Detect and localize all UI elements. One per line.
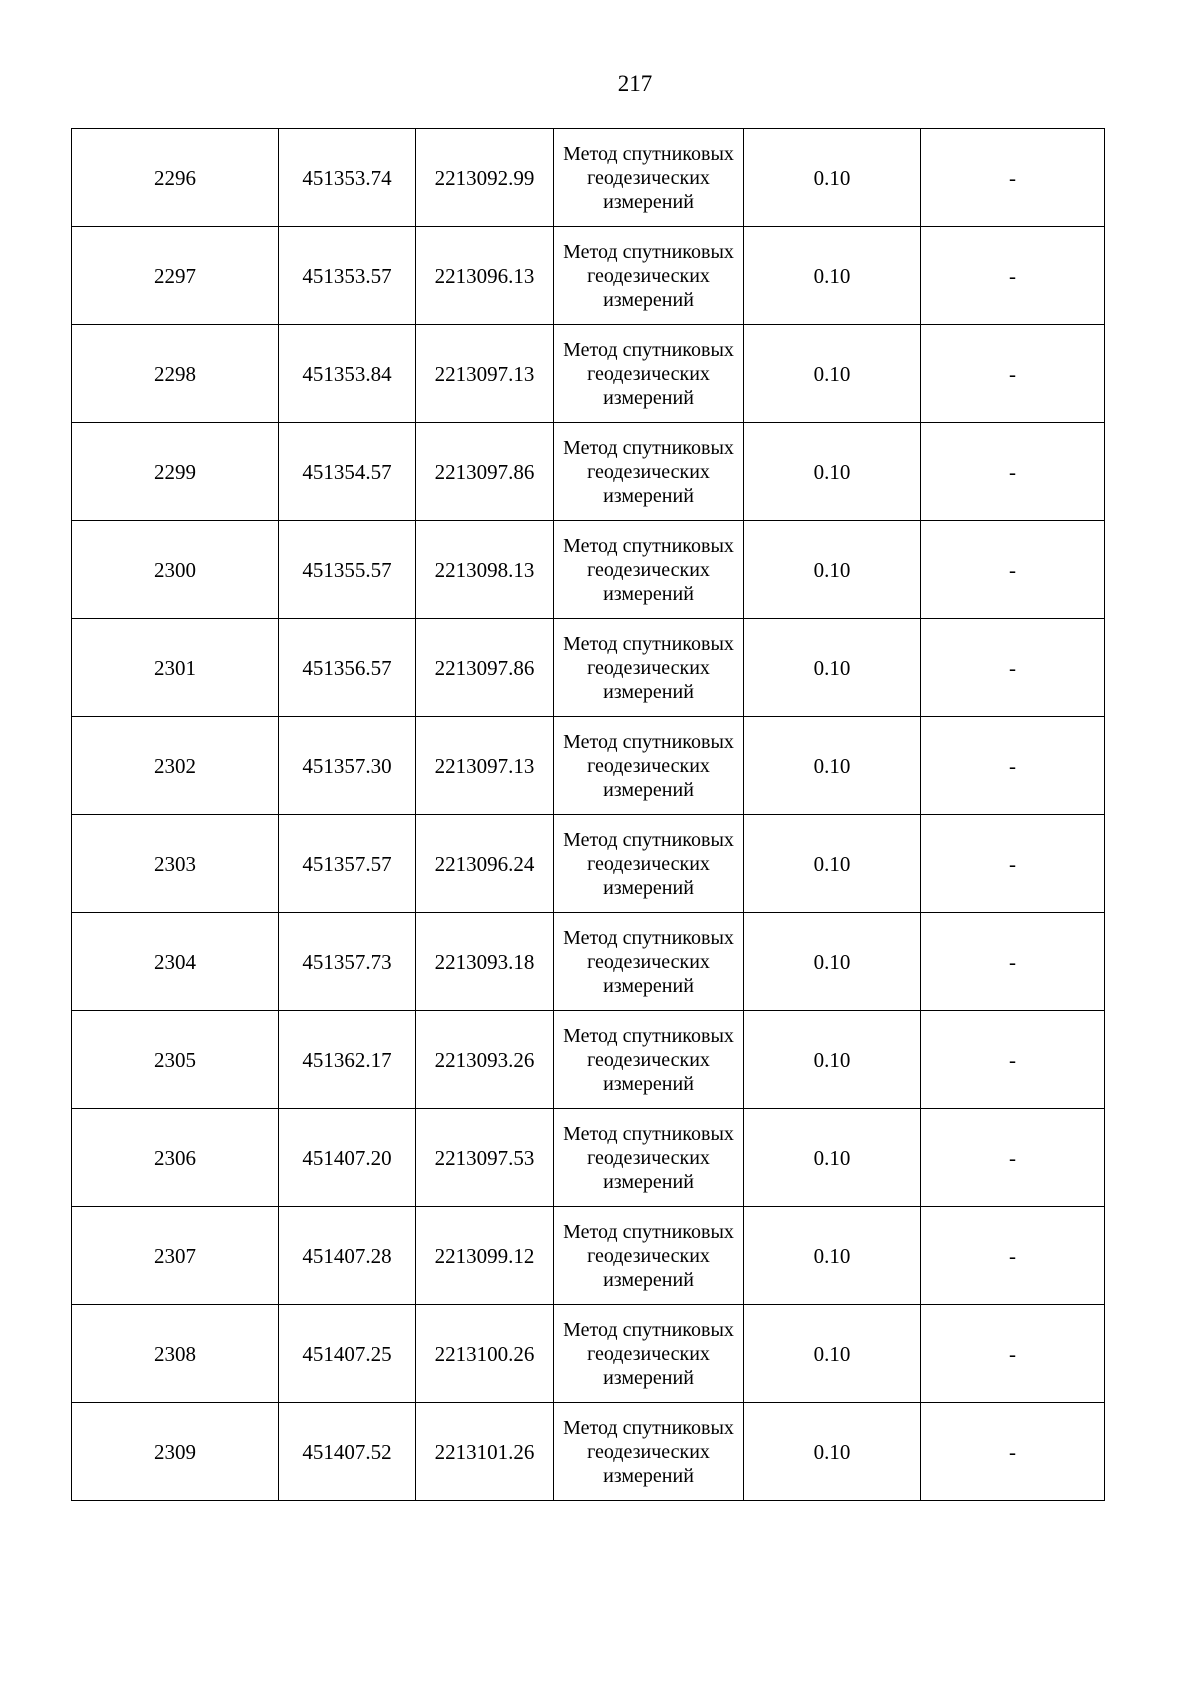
table-row [72,1305,1105,1403]
y-coordinate-cell: 2213097.13 [416,717,554,815]
accuracy-cell: 0.10 [744,325,921,423]
x-coordinate-cell: 451357.73 [279,913,416,1011]
y-coordinate-cell: 2213093.26 [416,1011,554,1109]
method-cell: Метод спутниковых геодезических измерений [554,1305,744,1403]
note-cell: - [921,1011,1105,1109]
point-number-cell: 2297 [72,227,279,325]
point-number-cell: 2300 [72,521,279,619]
accuracy-cell: 0.10 [744,1207,921,1305]
accuracy-cell: 0.10 [744,717,921,815]
method-cell: Метод спутниковых геодезических измерений [554,1403,744,1501]
x-coordinate-cell: 451407.28 [279,1207,416,1305]
method-cell: Метод спутниковых геодезических измерений [554,913,744,1011]
accuracy-cell: 0.10 [744,129,921,227]
x-coordinate-cell: 451356.57 [279,619,416,717]
y-coordinate-cell: 2213098.13 [416,521,554,619]
x-coordinate-cell: 451407.20 [279,1109,416,1207]
accuracy-cell: 0.10 [744,1109,921,1207]
method-cell: Метод спутниковых геодезических измерений [554,1109,744,1207]
accuracy-cell: 0.10 [744,227,921,325]
method-cell: Метод спутниковых геодезических измерений [554,227,744,325]
x-coordinate-cell: 451353.84 [279,325,416,423]
table-row [72,227,1105,325]
page-number: 217 [617,71,653,96]
method-cell: Метод спутниковых геодезических измерений [554,717,744,815]
note-cell: - [921,815,1105,913]
point-number-cell: 2301 [72,619,279,717]
note-cell: - [921,1207,1105,1305]
point-number-cell: 2303 [72,815,279,913]
y-coordinate-cell: 2213093.18 [416,913,554,1011]
accuracy-cell: 0.10 [744,521,921,619]
point-number-cell: 2298 [72,325,279,423]
method-cell: Метод спутниковых геодезических измерений [554,1011,744,1109]
table-row [72,521,1105,619]
coordinates-table-body [72,129,1105,1501]
x-coordinate-cell: 451353.74 [279,129,416,227]
point-number-cell: 2296 [72,129,279,227]
table-row [72,913,1105,1011]
note-cell: - [921,1403,1105,1501]
note-cell: - [921,521,1105,619]
method-cell: Метод спутниковых геодезических измерений [554,129,744,227]
table-row [72,717,1105,815]
method-cell: Метод спутниковых геодезических измерений [554,619,744,717]
table-row [72,1403,1105,1501]
y-coordinate-cell: 2213096.24 [416,815,554,913]
y-coordinate-cell: 2213099.12 [416,1207,554,1305]
accuracy-cell: 0.10 [744,619,921,717]
table-row [72,1109,1105,1207]
table-row [72,129,1105,227]
point-number-cell: 2309 [72,1403,279,1501]
x-coordinate-cell: 451354.57 [279,423,416,521]
coordinates-table [71,128,1105,1501]
point-number-cell: 2307 [72,1207,279,1305]
accuracy-cell: 0.10 [744,815,921,913]
x-coordinate-cell: 451407.52 [279,1403,416,1501]
accuracy-cell: 0.10 [744,1305,921,1403]
y-coordinate-cell: 2213100.26 [416,1305,554,1403]
note-cell: - [921,1305,1105,1403]
y-coordinate-cell: 2213097.13 [416,325,554,423]
table-row [72,423,1105,521]
table-row [72,1011,1105,1109]
point-number-cell: 2305 [72,1011,279,1109]
accuracy-cell: 0.10 [744,423,921,521]
table-row [72,1207,1105,1305]
note-cell: - [921,129,1105,227]
point-number-cell: 2302 [72,717,279,815]
x-coordinate-cell: 451407.25 [279,1305,416,1403]
y-coordinate-cell: 2213097.86 [416,619,554,717]
method-cell: Метод спутниковых геодезических измерений [554,325,744,423]
accuracy-cell: 0.10 [744,913,921,1011]
note-cell: - [921,325,1105,423]
x-coordinate-cell: 451357.30 [279,717,416,815]
note-cell: - [921,717,1105,815]
y-coordinate-cell: 2213097.53 [416,1109,554,1207]
note-cell: - [921,227,1105,325]
point-number-cell: 2308 [72,1305,279,1403]
note-cell: - [921,619,1105,717]
y-coordinate-cell: 2213092.99 [416,129,554,227]
x-coordinate-cell: 451362.17 [279,1011,416,1109]
method-cell: Метод спутниковых геодезических измерений [554,521,744,619]
y-coordinate-cell: 2213096.13 [416,227,554,325]
y-coordinate-cell: 2213097.86 [416,423,554,521]
table-row [72,325,1105,423]
x-coordinate-cell: 451357.57 [279,815,416,913]
note-cell: - [921,913,1105,1011]
accuracy-cell: 0.10 [744,1403,921,1501]
point-number-cell: 2306 [72,1109,279,1207]
method-cell: Метод спутниковых геодезических измерений [554,1207,744,1305]
accuracy-cell: 0.10 [744,1011,921,1109]
note-cell: - [921,423,1105,521]
point-number-cell: 2304 [72,913,279,1011]
x-coordinate-cell: 451353.57 [279,227,416,325]
method-cell: Метод спутниковых геодезических измерений [554,423,744,521]
x-coordinate-cell: 451355.57 [279,521,416,619]
point-number-cell: 2299 [72,423,279,521]
table-row [72,619,1105,717]
table-row [72,815,1105,913]
method-cell: Метод спутниковых геодезических измерений [554,815,744,913]
note-cell: - [921,1109,1105,1207]
y-coordinate-cell: 2213101.26 [416,1403,554,1501]
